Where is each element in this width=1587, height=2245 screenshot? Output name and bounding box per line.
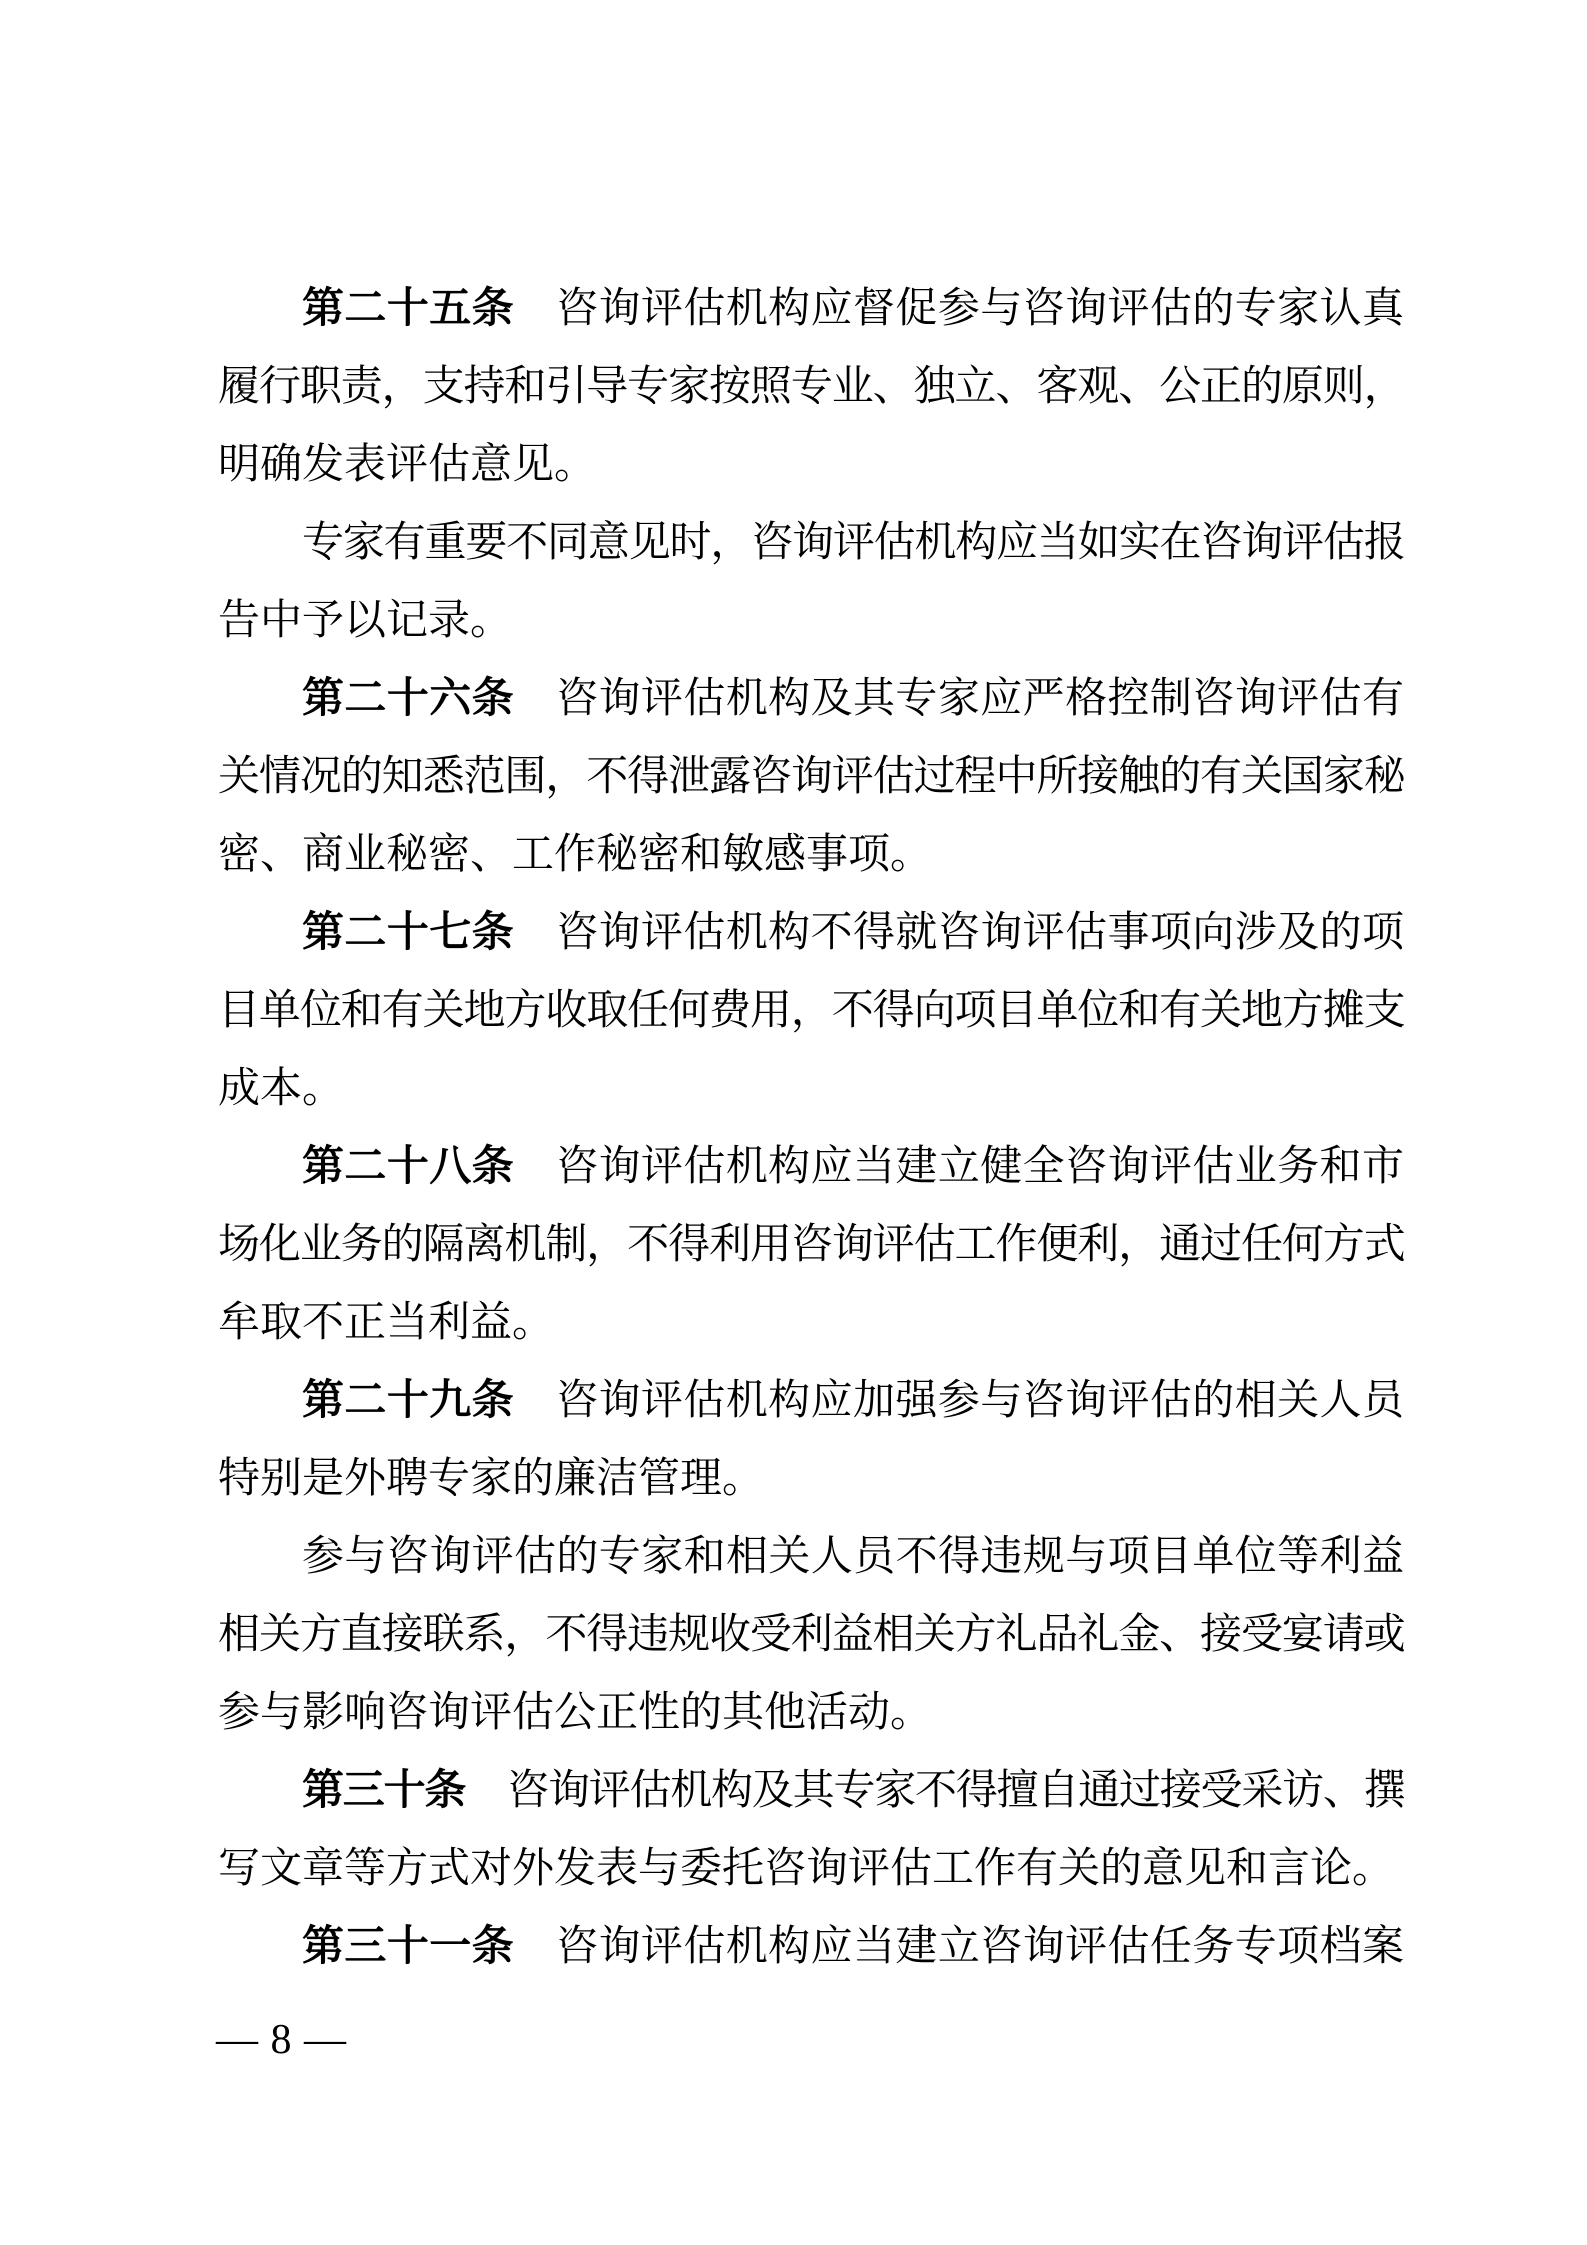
line-text: 咨询评估机构应加强参与咨询评估的相关人员 xyxy=(556,1378,1404,1424)
line-text: 咨询评估机构及其专家应严格控制咨询评估有 xyxy=(556,676,1404,722)
article-number: 第二十七条 xyxy=(302,910,515,956)
text-line xyxy=(218,972,1404,1050)
text-line xyxy=(218,1362,1404,1440)
text-line xyxy=(218,1050,1404,1128)
text-line xyxy=(218,1284,1404,1362)
line-text: 密、商业秘密、工作秘密和敏感事项。 xyxy=(218,832,933,878)
line-text: 参与影响咨询评估公正性的其他活动。 xyxy=(218,1690,933,1736)
text-line xyxy=(218,270,1404,348)
text-line xyxy=(218,1908,1404,1986)
text-line xyxy=(218,1674,1404,1752)
text-line xyxy=(218,582,1404,660)
text-line xyxy=(218,1518,1404,1596)
document-body xyxy=(218,270,1404,1986)
article-number: 第三十条 xyxy=(302,1768,466,1814)
line-text: 目单位和有关地方收取任何费用，不得向项目单位和有关地方摊支 xyxy=(218,988,1404,1034)
article-number: 第二十八条 xyxy=(302,1144,515,1190)
line-text: 咨询评估机构应当建立咨询评估任务专项档案 xyxy=(556,1924,1404,1970)
line-text: 场化业务的隔离机制，不得利用咨询评估工作便利，通过任何方式 xyxy=(218,1222,1404,1268)
text-line xyxy=(218,1752,1404,1830)
article-number: 第三十一条 xyxy=(302,1924,515,1970)
line-text: 专家有重要不同意见时，咨询评估机构应当如实在咨询评估报 xyxy=(302,520,1404,566)
page-number: — 8 — xyxy=(216,2017,347,2063)
line-text: 明确发表评估意见。 xyxy=(218,442,597,488)
line-text: 写文章等方式对外发表与委托咨询评估工作有关的意见和言论。 xyxy=(218,1846,1395,1892)
line-text: 咨询评估机构应当建立健全咨询评估业务和市 xyxy=(556,1144,1404,1190)
text-line xyxy=(218,1206,1404,1284)
line-text: 咨询评估机构及其专家不得擅自通过接受采访、撰 xyxy=(507,1768,1404,1814)
text-line xyxy=(218,426,1404,504)
article-number: 第二十六条 xyxy=(302,676,515,722)
text-line xyxy=(218,1440,1404,1518)
text-line xyxy=(218,348,1404,426)
text-line xyxy=(218,738,1404,816)
text-line xyxy=(218,894,1404,972)
line-text: 履行职责，支持和引导专家按照专业、独立、客观、公正的原则， xyxy=(218,364,1404,410)
text-line xyxy=(218,660,1404,738)
line-text: 关情况的知悉范围，不得泄露咨询评估过程中所接触的有关国家秘 xyxy=(218,754,1404,800)
line-text: 咨询评估机构不得就咨询评估事项向涉及的项 xyxy=(556,910,1404,956)
line-text: 告中予以记录。 xyxy=(218,598,513,644)
page-footer xyxy=(216,2016,347,2064)
line-text: 参与咨询评估的专家和相关人员不得违规与项目单位等利益 xyxy=(302,1534,1404,1580)
line-text: 咨询评估机构应督促参与咨询评估的专家认真 xyxy=(556,286,1404,332)
text-line xyxy=(218,1596,1404,1674)
line-text: 特别是外聘专家的廉洁管理。 xyxy=(218,1456,765,1502)
text-line xyxy=(218,1830,1404,1908)
line-text: 相关方直接联系，不得违规收受利益相关方礼品礼金、接受宴请或 xyxy=(218,1612,1404,1658)
text-line xyxy=(218,1128,1404,1206)
text-line xyxy=(218,504,1404,582)
line-text: 成本。 xyxy=(218,1066,345,1112)
text-line xyxy=(218,816,1404,894)
line-text: 牟取不正当利益。 xyxy=(218,1300,555,1346)
article-number: 第二十九条 xyxy=(302,1378,515,1424)
article-number: 第二十五条 xyxy=(302,286,515,332)
